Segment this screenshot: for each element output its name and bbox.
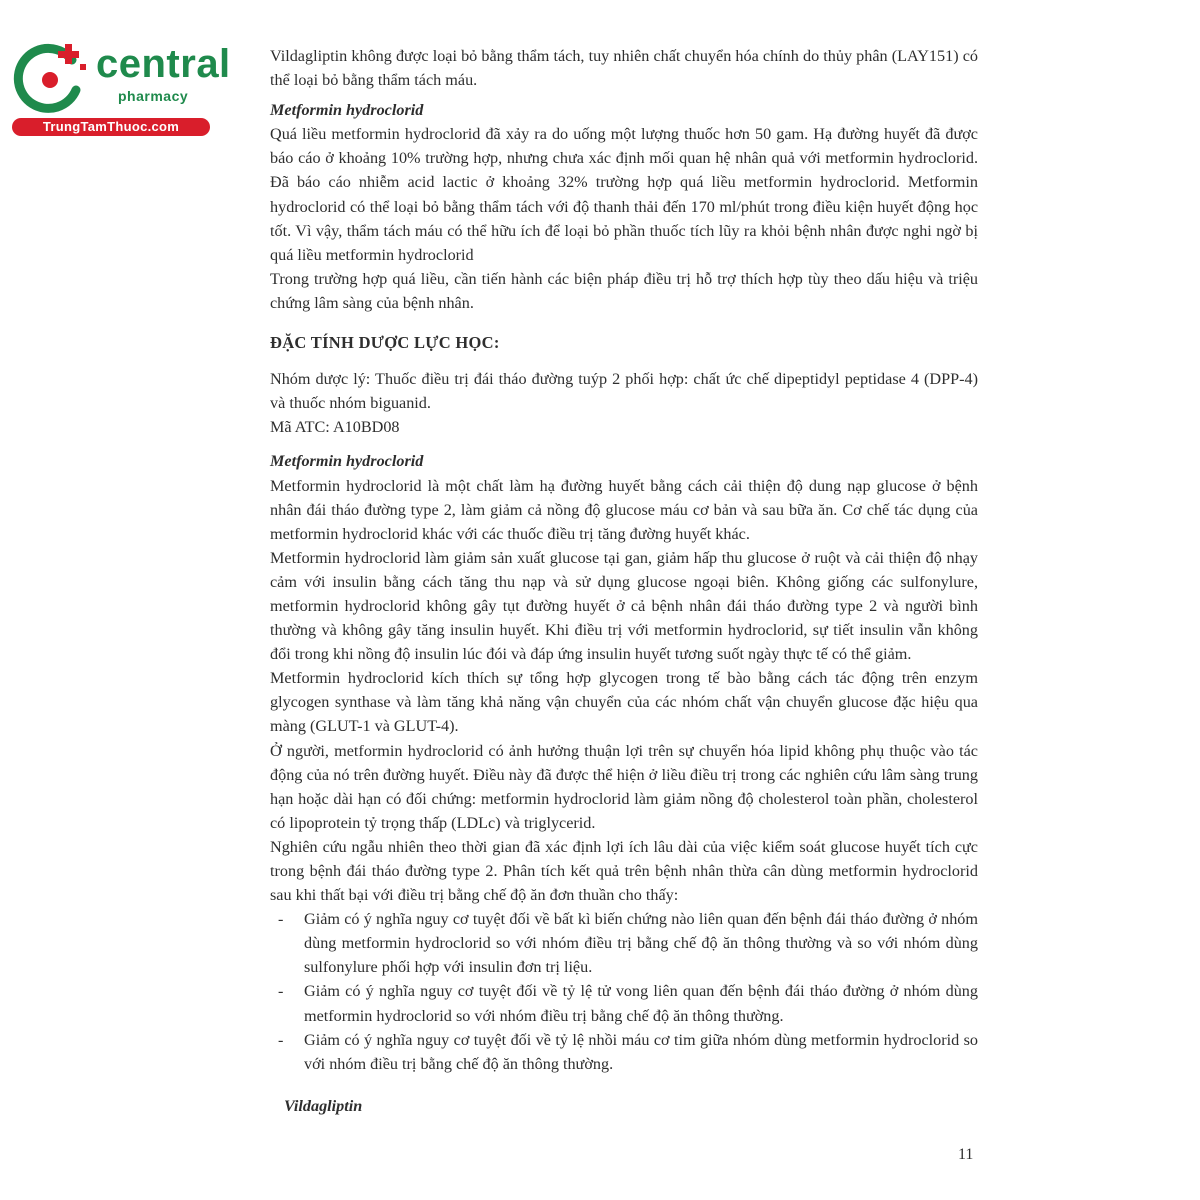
- logo-subtitle: pharmacy: [118, 88, 189, 104]
- bullet-dash: -: [278, 910, 284, 929]
- paragraph: Metformin hydroclorid làm giảm sản xuất glucose tại gan, giảm hấp thu glucose ở ruột và cải thiện độ nhạy cảm với insulin bằng cách tăng thu nạp và sử dụng glucose ngoại biên. Không giống các sulfonylure, metformin hydroclorid không gây tụt đường huyết ở cả bệnh nhân đái tháo đường type 2 và người bình thường và không gây tăng insulin huyết. Khi điều trị với metformin hydroclorid, sự tiết insulin vẫn không đổi trong khi nồng độ insulin lúc đói và đáp ứng insulin huyết tương suốt ngày thực tế có thể giảm.: [270, 548, 978, 664]
- list-item: [270, 979, 978, 1027]
- list-item-text: Giảm có ý nghĩa nguy cơ tuyệt đối về tỷ lệ nhồi máu cơ tim giữa nhóm dùng metformin hydroclorid so với nhóm điều trị bằng chế độ ăn thông thường.: [304, 1030, 978, 1073]
- list-item: [270, 907, 978, 979]
- paragraph: Nhóm dược lý: Thuốc điều trị đái tháo đường tuýp 2 phối hợp: chất ức chế dipeptidyl peptidase 4 (DPP-4) và thuốc nhóm biguanid.: [270, 370, 978, 413]
- bullet-list: [270, 907, 978, 1076]
- atc-code: Mã ATC: A10BD08: [270, 418, 400, 437]
- subheading: Metformin hydroclorid: [270, 452, 424, 471]
- list-item-text: Giảm có ý nghĩa nguy cơ tuyệt đối về tỷ lệ tử vong liên quan đến bệnh đái tháo đường ở nhóm dùng metformin hydroclorid so với nhóm điều trị bằng chế độ ăn thông thường.: [304, 982, 978, 1025]
- subheading: Vildagliptin: [284, 1096, 363, 1115]
- bullet-dash: -: [278, 982, 284, 1001]
- list-item-text: Giảm có ý nghĩa nguy cơ tuyệt đối về bất kì biến chứng nào liên quan đến bệnh đái tháo đường ở nhóm dùng metformin hydroclorid so với nhóm điều trị bằng chế độ ăn thông thường và so với nhóm dùng sulfonylure phối hợp với insulin đơn trị liệu.: [304, 910, 978, 977]
- list-item: [270, 1028, 978, 1076]
- section-heading: ĐẶC TÍNH DƯỢC LỰC HỌC:: [270, 333, 500, 353]
- paragraph: Metformin hydroclorid là một chất làm hạ đường huyết bằng cách cải thiện độ dung nạp glucose ở bệnh nhân đái tháo đường type 2, làm giảm cả nồng độ glucose máu cơ bản và sau bữa ăn. Cơ chế tác dụng của metformin hydroclorid khác với các thuốc điều trị tăng đường huyết khác.: [270, 476, 978, 543]
- paragraph: Metformin hydroclorid kích thích sự tổng hợp glycogen trong tế bào bằng cách tác động trên enzym glycogen synthase và làm tăng khả năng vận chuyển của các nhóm chất vận chuyển glucose đặc hiệu qua màng (GLUT-1 và GLUT-4).: [270, 669, 978, 736]
- paragraph: Trong trường hợp quá liều, cần tiến hành các biện pháp điều trị hỗ trợ thích hợp tùy theo dấu hiệu và triệu chứng lâm sàng của bệnh nhân.: [270, 269, 978, 312]
- page-number: 11: [958, 1146, 974, 1163]
- paragraph: Quá liều metformin hydroclorid đã xảy ra do uống một lượng thuốc hơn 50 gam. Hạ đường huyết đã được báo cáo ở khoảng 10% trường hợp, nhưng chưa xác định mối quan hệ nhân quả với metformin hydroclorid. Đã báo cáo nhiễm acid lactic ở khoảng 32% trường hợp quá liều metformin hydroclorid. Metformin hydroclorid có thể loại bỏ bằng thẩm tách với độ thanh thải đến 170 ml/phút trong điều kiện huyết động học tốt. Vì vậy, thẩm tách máu có thể hữu ích để loại bỏ phần thuốc tích lũy ra khỏi bệnh nhân được nghi ngờ bị quá liều metformin hydroclorid: [270, 125, 978, 264]
- paragraph: Ở người, metformin hydroclorid có ảnh hưởng thuận lợi trên sự chuyển hóa lipid không phụ thuộc vào tác động của nó trên đường huyết. Điều này đã được thể hiện ở liều điều trị trong các nghiên cứu lâm sàng trung hạn hoặc dài hạn có đối chứng: metformin hydroclorid làm giảm nồng độ cholesterol toàn phần, cholesterol có lipoprotein tỷ trọng thấp (LDLc) và triglycerid.: [270, 741, 978, 832]
- subheading: Metformin hydroclorid: [270, 101, 424, 120]
- bullet-dash: -: [278, 1030, 284, 1049]
- logo-name: central: [96, 42, 231, 86]
- paragraph: Vildagliptin không được loại bỏ bằng thẩm tách, tuy nhiên chất chuyển hóa chính do thủy phân (LAY151) có thể loại bỏ bằng thẩm tách máu.: [270, 47, 978, 90]
- logo-url-banner: TrungTamThuoc.com: [12, 118, 210, 136]
- paragraph: Nghiên cứu ngẫu nhiên theo thời gian đã xác định lợi ích lâu dài của việc kiểm soát glucose huyết tích cực trong bệnh đái tháo đường type 2. Phân tích kết quả trên bệnh nhân thừa cân dùng metformin hydroclorid sau khi thất bại với điều trị bằng chế độ ăn đơn thuần cho thấy:: [270, 837, 978, 905]
- pharmacy-cross-icon: [10, 38, 90, 118]
- document-body: [270, 44, 978, 1118]
- central-pharmacy-logo[interactable]: [10, 38, 231, 138]
